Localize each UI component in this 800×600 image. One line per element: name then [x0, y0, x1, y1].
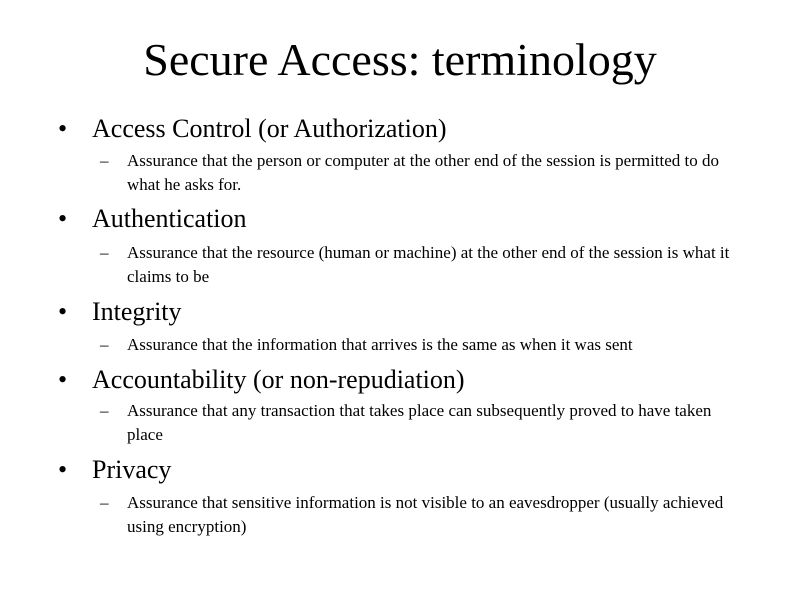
bullet-icon: •	[58, 455, 68, 484]
bullet-privacy	[58, 455, 758, 485]
slide-title: Secure Access: terminology	[143, 34, 657, 85]
sub-item-access-control	[100, 149, 740, 197]
bullet-integrity	[58, 297, 758, 327]
sub-item-integrity	[100, 333, 740, 357]
sub-item-text: Assurance that any transaction that takes place can subsequently proved to have taken place	[127, 401, 712, 444]
bullet-icon: •	[58, 365, 68, 394]
sub-item-accountability	[100, 399, 740, 447]
bullet-heading: Authentication	[92, 204, 247, 233]
sub-item-text: Assurance that the information that arrives is the same as when it was sent	[127, 335, 633, 354]
bullet-heading: Privacy	[92, 455, 172, 484]
dash-icon: –	[100, 243, 109, 262]
bullet-icon: •	[58, 297, 68, 326]
dash-icon: –	[100, 151, 109, 170]
bullet-icon: •	[58, 114, 68, 143]
dash-icon: –	[100, 401, 109, 420]
bullet-icon: •	[58, 204, 68, 233]
dash-icon: –	[100, 335, 109, 354]
dash-icon: –	[100, 493, 109, 512]
sub-item-text: Assurance that the person or computer at the other end of the session is permitted to do what he asks for.	[127, 151, 720, 194]
sub-item-privacy	[100, 491, 740, 539]
sub-item-text: Assurance that the resource (human or machine) at the other end of the session is what it claims to be	[127, 243, 730, 286]
bullet-heading: Integrity	[92, 297, 182, 326]
bullet-heading: Access Control (or Authorization)	[92, 114, 447, 143]
sub-item-authentication	[100, 241, 740, 289]
bullet-access-control	[58, 114, 758, 144]
bullet-accountability	[58, 365, 758, 395]
bullet-authentication	[58, 204, 758, 234]
bullet-heading: Accountability (or non-repudiation)	[92, 365, 465, 394]
sub-item-text: Assurance that sensitive information is not visible to an eavesdropper (usually achieved using encryption)	[127, 493, 724, 536]
